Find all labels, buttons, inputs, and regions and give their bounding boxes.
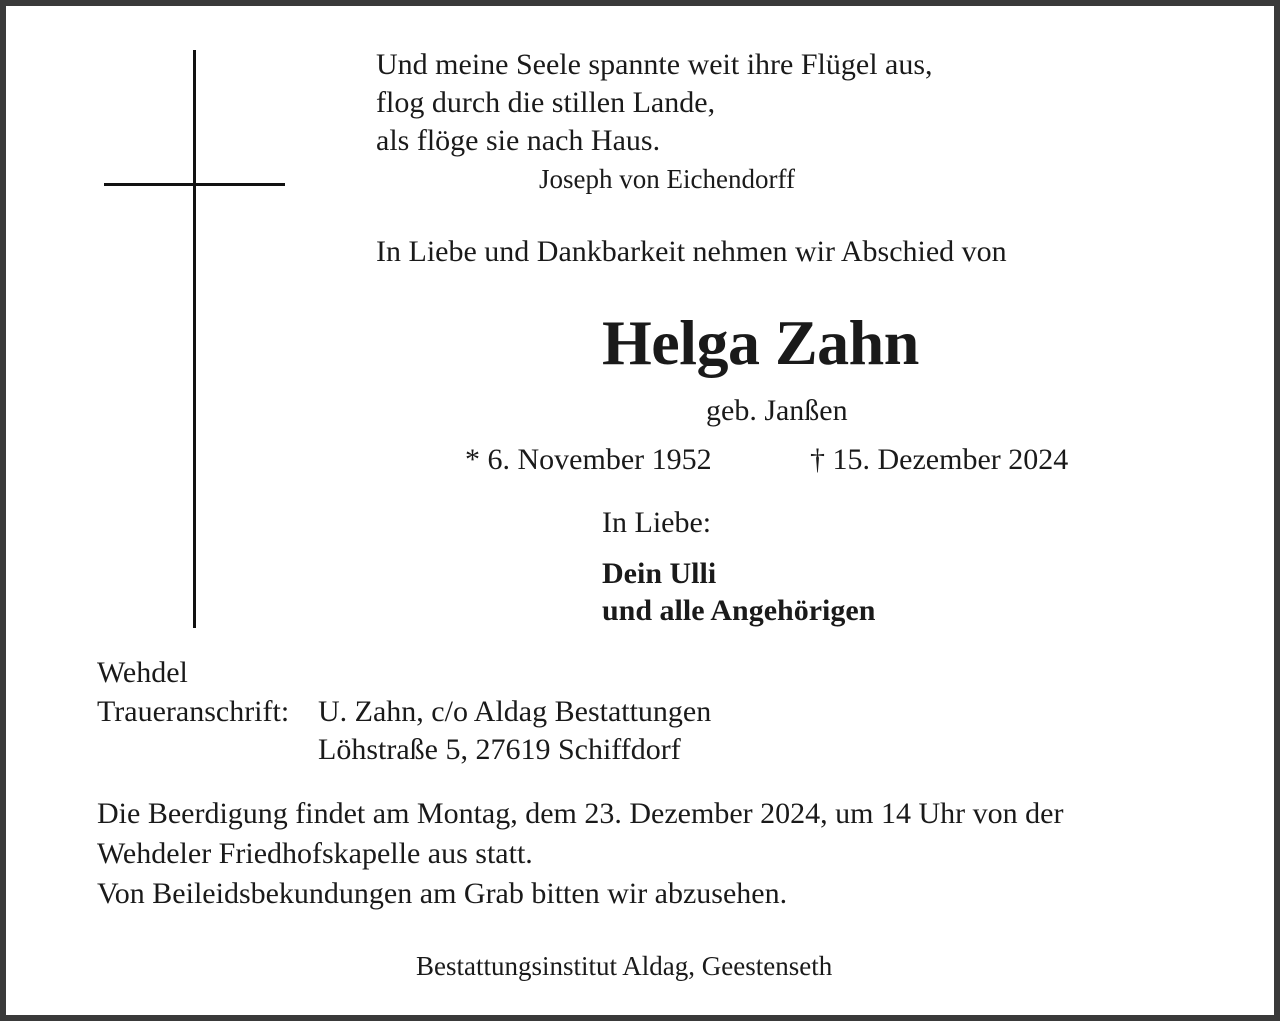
place: Wehdel [97, 656, 188, 689]
birth-date: * 6. November 1952 [465, 443, 712, 476]
poem-author: Joseph von Eichendorff [539, 164, 795, 194]
mourner-line: Dein Ulli [602, 557, 717, 590]
funeral-home: Bestattungsinstitut Aldag, Geestenseth [416, 951, 833, 981]
mourner-line: und alle Angehörigen [602, 594, 876, 627]
funeral-line: Wehdeler Friedhofskapelle aus statt. [97, 837, 533, 870]
address-label: Traueranschrift: [97, 695, 290, 728]
intro-text: In Liebe und Dankbarkeit nehmen wir Abschied von [376, 235, 1007, 268]
address-line-2: Löhstraße 5, 27619 Schiffdorf [318, 733, 681, 766]
funeral-line: Von Beileidsbekundungen am Grab bitten wir abzusehen. [97, 877, 788, 910]
address-line-1: U. Zahn, c/o Aldag Bestattungen [318, 695, 712, 728]
mourners-list [602, 555, 875, 629]
maiden-name: geb. Janßen [706, 394, 848, 427]
poem-line: flog durch die stillen Lande, [376, 86, 716, 119]
funeral-line: Die Beerdigung findet am Montag, dem 23. Dezember 2024, um 14 Uhr von der [97, 797, 1064, 830]
cross-icon-bar [104, 183, 285, 186]
cross-icon [193, 50, 196, 628]
poem [376, 46, 933, 160]
poem-line: Und meine Seele spannte weit ihre Flügel aus, [376, 48, 933, 81]
poem-line: als flöge sie nach Haus. [376, 124, 661, 157]
funeral-notice [97, 794, 1063, 914]
deceased-name: Helga Zahn [602, 307, 919, 378]
obituary-notice [6, 6, 1274, 1015]
death-date: † 15. Dezember 2024 [810, 443, 1069, 476]
mourners-intro: In Liebe: [602, 506, 712, 539]
